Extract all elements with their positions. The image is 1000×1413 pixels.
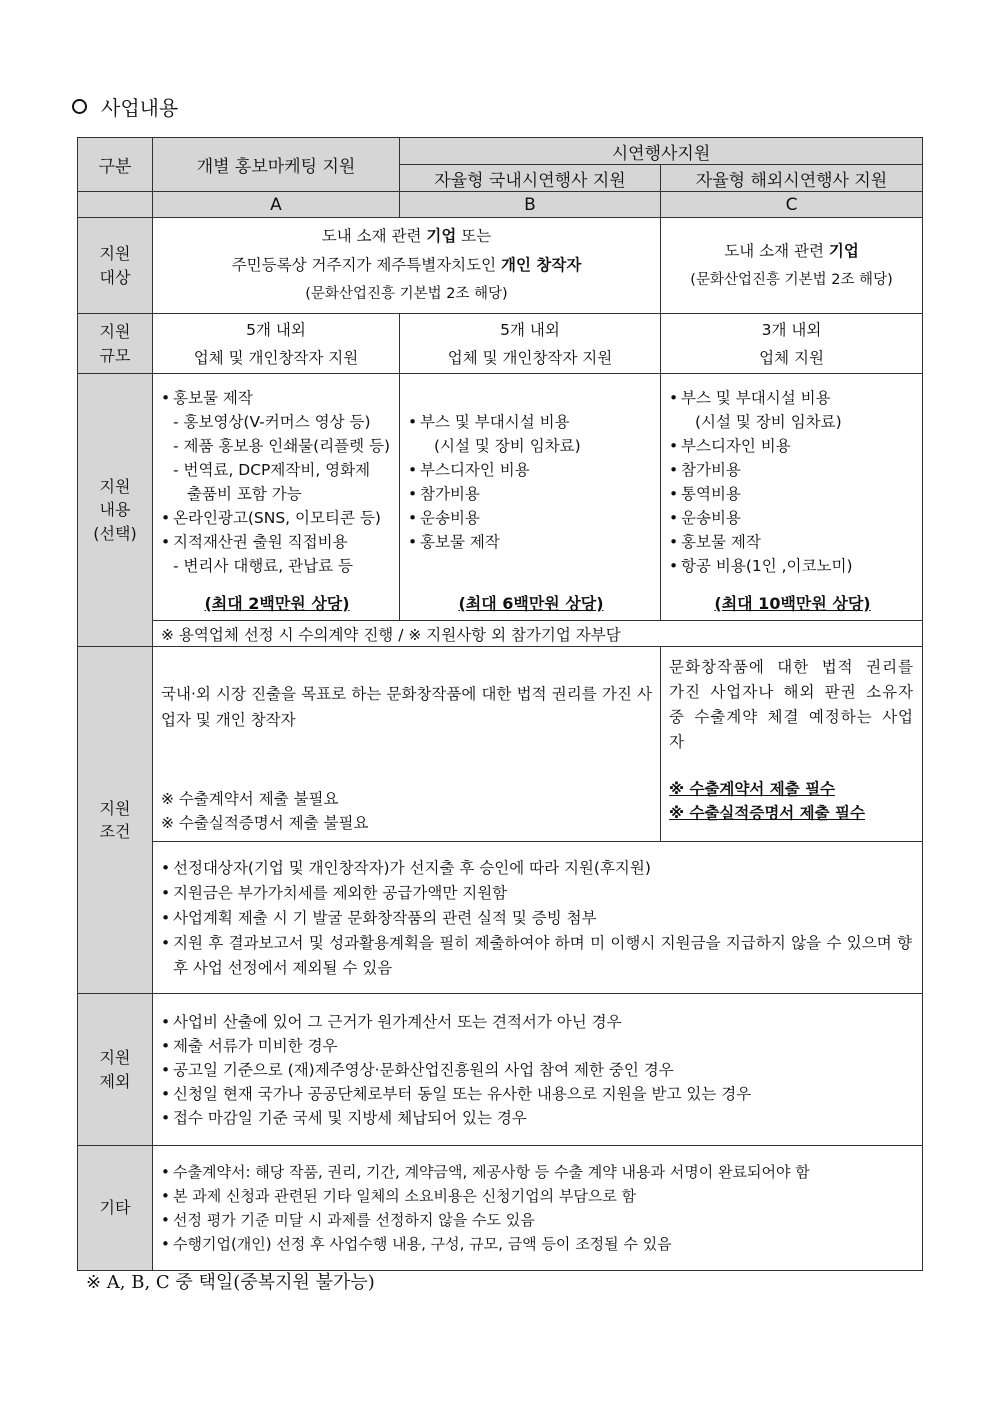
etc-item: • 선정 평가 기준 미달 시 과제를 선정하지 않을 수도 있음 [161, 1208, 914, 1232]
condition-c-note: ※ 수출계약서 제출 필수 [669, 780, 836, 798]
row-label-condition: 지원 조건 [78, 647, 153, 994]
section-heading-text: 사업내용 [101, 96, 179, 120]
business-content-table [77, 137, 923, 1271]
content-c-item: • 운송비용 [669, 506, 916, 530]
content-b-item: • 부스 및 부대시설 비용 [408, 410, 654, 434]
exclusion-item: • 접수 마감일 기준 국세 및 지방세 체납되어 있는 경우 [161, 1106, 912, 1130]
header-blank [78, 192, 153, 218]
row-label-content: 지원 내용 (선택) [78, 374, 153, 647]
content-c-item: • 부스디자인 비용 [669, 434, 916, 458]
header-col-a: 개별 홍보마케팅 지원 [153, 138, 400, 192]
content-a-cell [153, 374, 400, 621]
condition-item: • 지원금은 부가가치세를 제외한 공급가액만 지원함 [161, 881, 912, 906]
header-gubun: 구분 [78, 138, 153, 192]
content-b-max: (최대 6백만원 상당) [458, 594, 604, 613]
exclusion-items-cell [153, 994, 923, 1146]
condition-c-note: ※ 수출실적증명서 제출 필수 [669, 804, 865, 822]
scale-b-cell: 5개 내외 업체 및 개인창작자 지원 [400, 314, 661, 374]
content-c-item: • 항공 비용(1인 ,이코노미) [669, 554, 916, 578]
content-a-item: • 온라인광고(SNS, 이모티콘 등) [161, 506, 393, 530]
header-code-a: A [153, 192, 400, 218]
condition-items-cell [153, 842, 923, 994]
scale-c-cell: 3개 내외 업체 지원 [661, 314, 923, 374]
content-b-item: • 홍보물 제작 [408, 530, 654, 554]
footnote: ※ A, B, C 중 택일(중복지원 불가능) [86, 1272, 375, 1293]
content-c-item: • 홍보물 제작 [669, 530, 916, 554]
content-a-item: • 지적재산권 출원 직접비용 [161, 530, 393, 554]
content-c-cell [661, 374, 923, 621]
condition-item: • 선정대상자(기업 및 개인창작자)가 선지출 후 승인에 따라 지원(후지원) [161, 856, 912, 881]
condition-ab-cell: 국내·외 시장 진출을 목표로 하는 문화창작품에 대한 법적 권리를 가진 사업자 및 개인 창작자 ※ 수출계약서 제출 불필요 ※ 수출실적증명서 제출 불필요 [153, 647, 661, 842]
content-c-item: • 통역비용 [669, 482, 916, 506]
content-b-item: • 운송비용 [408, 506, 654, 530]
etc-item: • 수출계약서: 해당 작품, 권리, 기간, 계약금액, 제공사항 등 수출 계약 내용과 서명이 완료되어야 함 [161, 1160, 914, 1184]
row-label-scale: 지원 규모 [78, 314, 153, 374]
condition-item: • 사업계획 제출 시 기 발굴 문화창작품의 관련 실적 및 증빙 첨부 [161, 906, 912, 931]
content-a-item: • 홍보물 제작 [161, 386, 393, 410]
header-code-b: B [400, 192, 661, 218]
target-ab-cell: 도내 소재 관련 기업 또는 주민등록상 거주지가 제주특별자치도인 개인 창작자 (문화산업진흥 기본법 2조 해당) [153, 218, 661, 314]
content-a-item: 출품비 포함 가능 [187, 485, 302, 503]
etc-item: • 본 과제 신청과 관련된 기타 일체의 소요비용은 신청기업의 부담으로 함 [161, 1184, 914, 1208]
row-label-target: 지원 대상 [78, 218, 153, 314]
section-heading [72, 92, 178, 121]
content-c-item: • 참가비용 [669, 458, 916, 482]
content-b-item: (시설 및 장비 임차료) [434, 437, 581, 455]
content-b-item: • 참가비용 [408, 482, 654, 506]
header-col-b: 자율형 국내시연행사 지원 [400, 165, 661, 192]
content-b-cell [400, 374, 661, 621]
content-c-item: (시설 및 장비 임차료) [695, 413, 842, 431]
content-a-item: - 홍보영상(V-커머스 영상 등) [173, 413, 371, 431]
exclusion-item: • 제출 서류가 미비한 경우 [161, 1034, 912, 1058]
content-note: ※ 용역업체 선정 시 수의계약 진행 / ※ 지원사항 외 참가기업 자부담 [153, 621, 923, 647]
row-label-exclusion: 지원 제외 [78, 994, 153, 1146]
condition-ab-note: ※ 수출계약서 제출 불필요 [161, 790, 339, 808]
content-c-item: • 부스 및 부대시설 비용 [669, 386, 916, 410]
header-code-c: C [661, 192, 923, 218]
condition-ab-note: ※ 수출실적증명서 제출 불필요 [161, 814, 369, 832]
target-c-cell: 도내 소재 관련 기업 (문화산업진흥 기본법 2조 해당) [661, 218, 923, 314]
header-group-bc: 시연행사지원 [400, 138, 923, 165]
exclusion-item: • 사업비 산출에 있어 그 근거가 원가계산서 또는 견적서가 아닌 경우 [161, 1010, 912, 1034]
content-a-item: - 번역료, DCP제작비, 영화제 [173, 461, 371, 479]
content-a-item: - 제품 홍보용 인쇄물(리플렛 등) [173, 437, 391, 455]
etc-item: • 수행기업(개인) 선정 후 사업수행 내용, 구성, 규모, 금액 등이 조정될 수 있음 [161, 1232, 914, 1256]
exclusion-item: • 공고일 기준으로 (재)제주영상·문화산업진흥원의 사업 참여 제한 중인 경우 [161, 1058, 912, 1082]
row-label-etc: 기타 [78, 1146, 153, 1271]
content-a-item: - 변리사 대행료, 관납료 등 [173, 557, 353, 575]
condition-c-cell: 문화창작품에 대한 법적 권리를 가진 사업자나 해외 판권 소유자 중 수출계약 체결 예정하는 사업자 ※ 수출계약서 제출 필수 ※ 수출실적증명서 제출 필수 [661, 647, 923, 842]
scale-a-cell: 5개 내외 업체 및 개인창작자 지원 [153, 314, 400, 374]
etc-items-cell [153, 1146, 923, 1271]
condition-item: • 지원 후 결과보고서 및 성과활용계획을 필히 제출하여야 하며 미 이행시 지원금을 지급하지 않을 수 있으며 향후 사업 선정에서 제외될 수 있음 [161, 931, 912, 981]
content-b-item: • 부스디자인 비용 [408, 458, 654, 482]
content-a-max: (최대 2백만원 상당) [204, 594, 350, 613]
circle-bullet-icon [72, 99, 87, 114]
content-c-max: (최대 10백만원 상당) [714, 594, 871, 613]
header-col-c: 자율형 해외시연행사 지원 [661, 165, 923, 192]
exclusion-item: • 신청일 현재 국가나 공공단체로부터 동일 또는 유사한 내용으로 지원을 받고 있는 경우 [161, 1082, 912, 1106]
